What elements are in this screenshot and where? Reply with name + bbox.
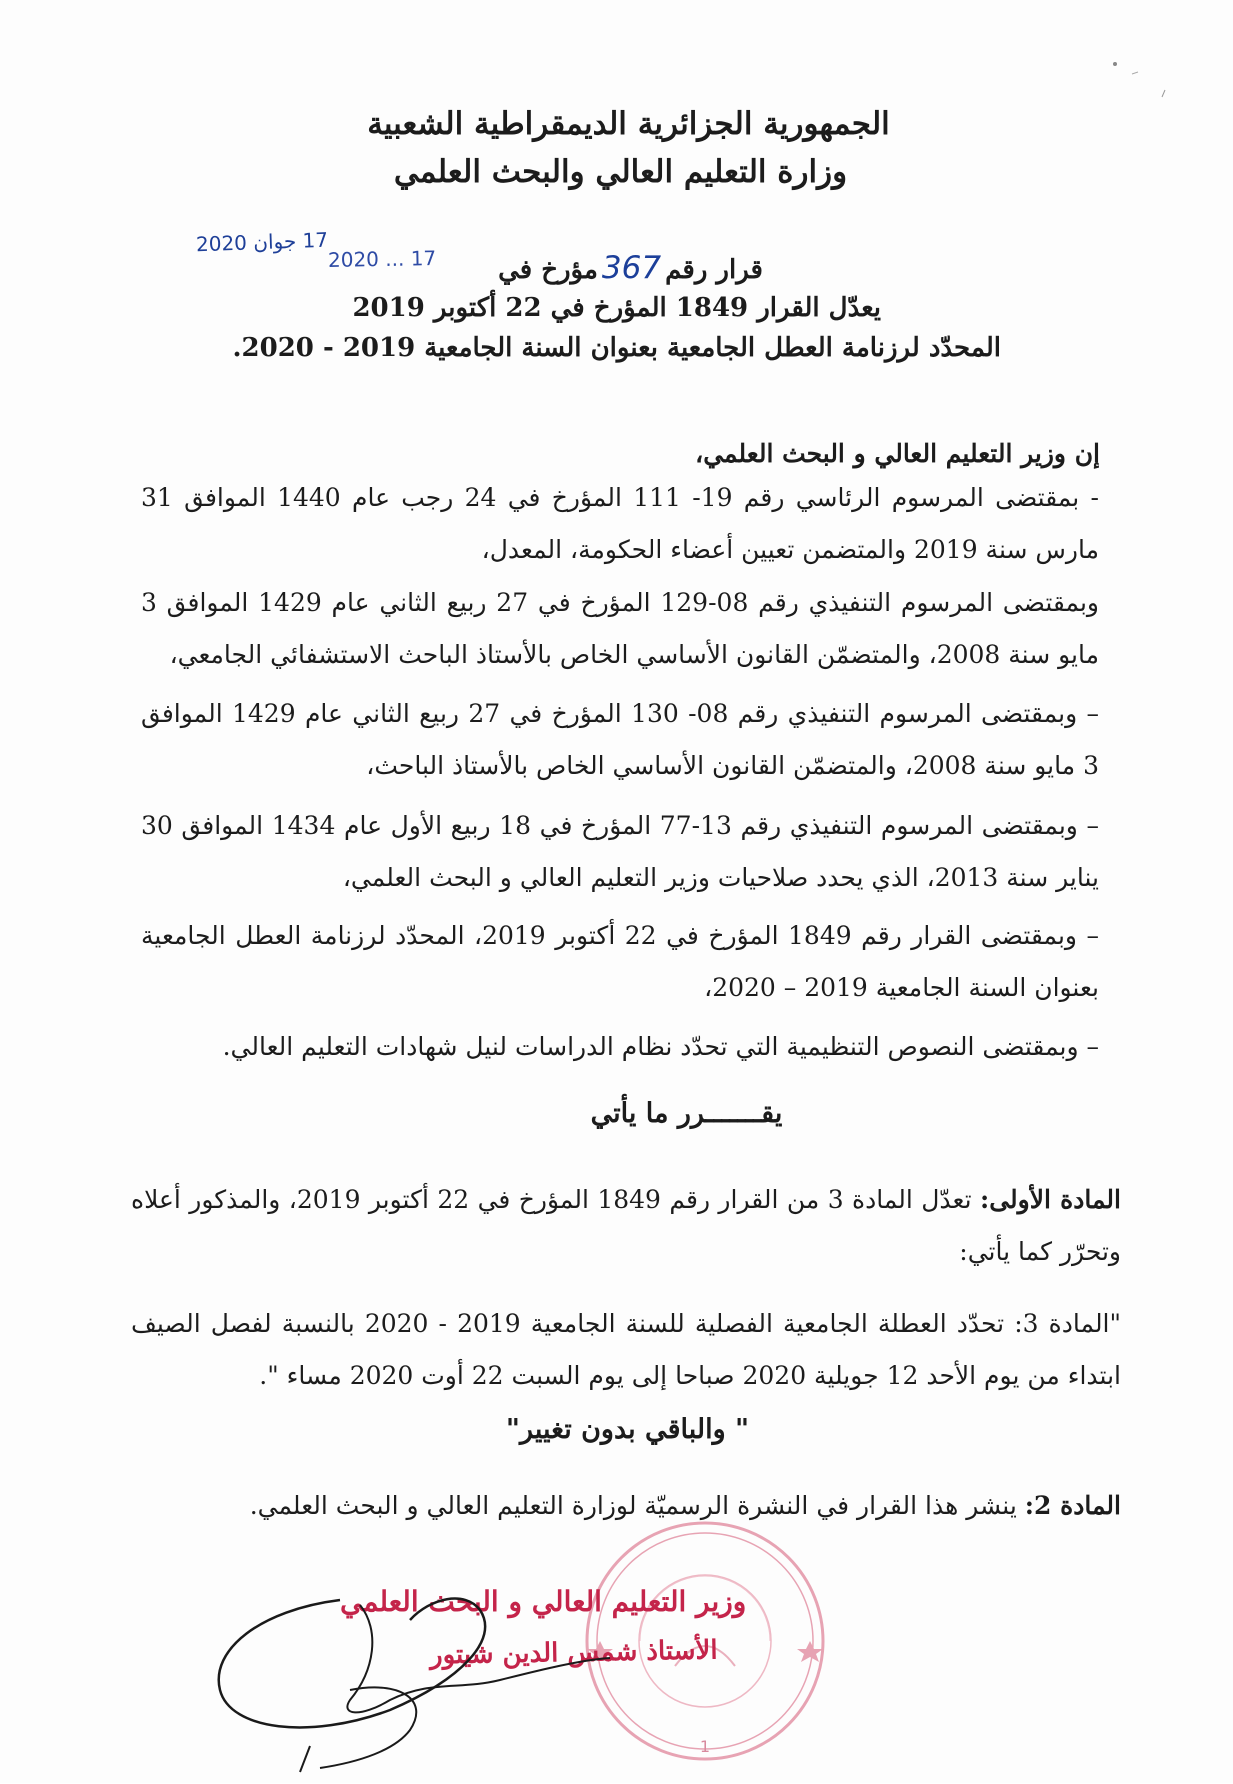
handwritten-signature-icon <box>200 1540 620 1780</box>
decree-prefix: قرار رقم <box>665 255 763 285</box>
consideration-paragraph: – وبمقتضى القرار رقم 1849 المؤرخ في 22 أكتوبر 2019، المحدّد لرزنامة العطل الجامعية بعنوان السنة الجامعية 2019 – 2020، <box>141 921 1099 1002</box>
consideration-paragraph: – وبمقتضى النصوص التنظيمية التي تحدّد نظام الدراسات لنيل شهادات التعليم العالي. <box>222 1032 1099 1061</box>
decree-number-line <box>498 250 763 288</box>
decree-amends-line: يعدّل القرار 1849 المؤرخ في 22 أكتوبر 2019 <box>352 293 881 323</box>
stamp-date-primary: 17 جوان 2020 <box>195 227 329 257</box>
article-2-text: ينشر هذا القرار في النشرة الرسميّة لوزارة التعليم العالي و البحث العلمي. <box>249 1491 1017 1520</box>
preamble-minister: إن وزير التعليم العالي و البحث العلمي، <box>695 439 1100 468</box>
remainder-unchanged: " والباقي بدون تغيير" <box>505 1414 750 1445</box>
decides-heading: يقـــــــرر ما يأتي <box>590 1098 783 1129</box>
article-3-quote: "المادة 3: تحدّد العطلة الجامعية الفصلية للسنة الجامعية 2019 - 2020 بالنسبة لفصل الصيف ابتداء من يوم الأحد 12 جويلية 2020 صباحا إلى يوم السبت 22 أوت 2020 مساء ". <box>131 1309 1122 1390</box>
article-1 <box>131 1174 1121 1278</box>
republic-name: الجمهورية الجزائرية الديمقراطية الشعبية <box>367 106 890 142</box>
decree-dated: مؤرخ في <box>498 255 598 285</box>
ministry-name: وزارة التعليم العالي والبحث العلمي <box>393 154 848 190</box>
stamp-date-secondary: 17 ... 2020 <box>327 246 437 272</box>
article-2-label: المادة 2: <box>1024 1491 1121 1520</box>
article-1-text: تعدّل المادة 3 من القرار رقم 1849 المؤرخ في 22 أكتوبر 2019، والمذكور أعلاه وتحرّر كما يأتي: <box>131 1185 1121 1266</box>
decree-scope-line: المحدّد لرزنامة العطل الجامعية بعنوان السنة الجامعية 2019 - 2020. <box>232 333 1001 363</box>
consideration-paragraph: – وبمقتضى المرسوم التنفيذي رقم 08- 130 المؤرخ في 27 ربيع الثاني عام 1429 الموافق 3 مايو سنة 2008، والمتضمّن القانون الأساسي الخاص بالأستاذ الباحث، <box>141 699 1099 780</box>
consideration-paragraph: وبمقتضى المرسوم التنفيذي رقم 08-129 المؤرخ في 27 ربيع الثاني عام 1429 الموافق 3 مايو سنة 2008، والمتضمّن القانون الأساسي الخاص بالأستاذ الباحث الاستشفائي الجامعي، <box>141 588 1099 669</box>
scan-marks <box>1110 60 1190 110</box>
decree-number: 367 <box>601 250 662 286</box>
signatory-title: وزير التعليم العالي و البحث العلمي <box>340 1585 747 1618</box>
article-1-label: المادة الأولى: <box>979 1185 1121 1214</box>
consideration-paragraph: - بمقتضى المرسوم الرئاسي رقم 19- 111 المؤرخ في 24 رجب عام 1440 الموافق 31 مارس سنة 2019 والمتضمن تعيين أعضاء الحكومة، المعدل، <box>141 483 1099 564</box>
consideration-paragraph: – وبمقتضى المرسوم التنفيذي رقم 13-77 المؤرخ في 18 ربيع الأول عام 1434 الموافق 30 يناير سنة 2013، الذي يحدد صلاحيات وزير التعليم العالي و البحث العلمي، <box>141 811 1099 892</box>
svg-text:1: 1 <box>699 1737 711 1756</box>
signatory-name: الأستاذ شمس الدين شيتور <box>429 1635 718 1671</box>
